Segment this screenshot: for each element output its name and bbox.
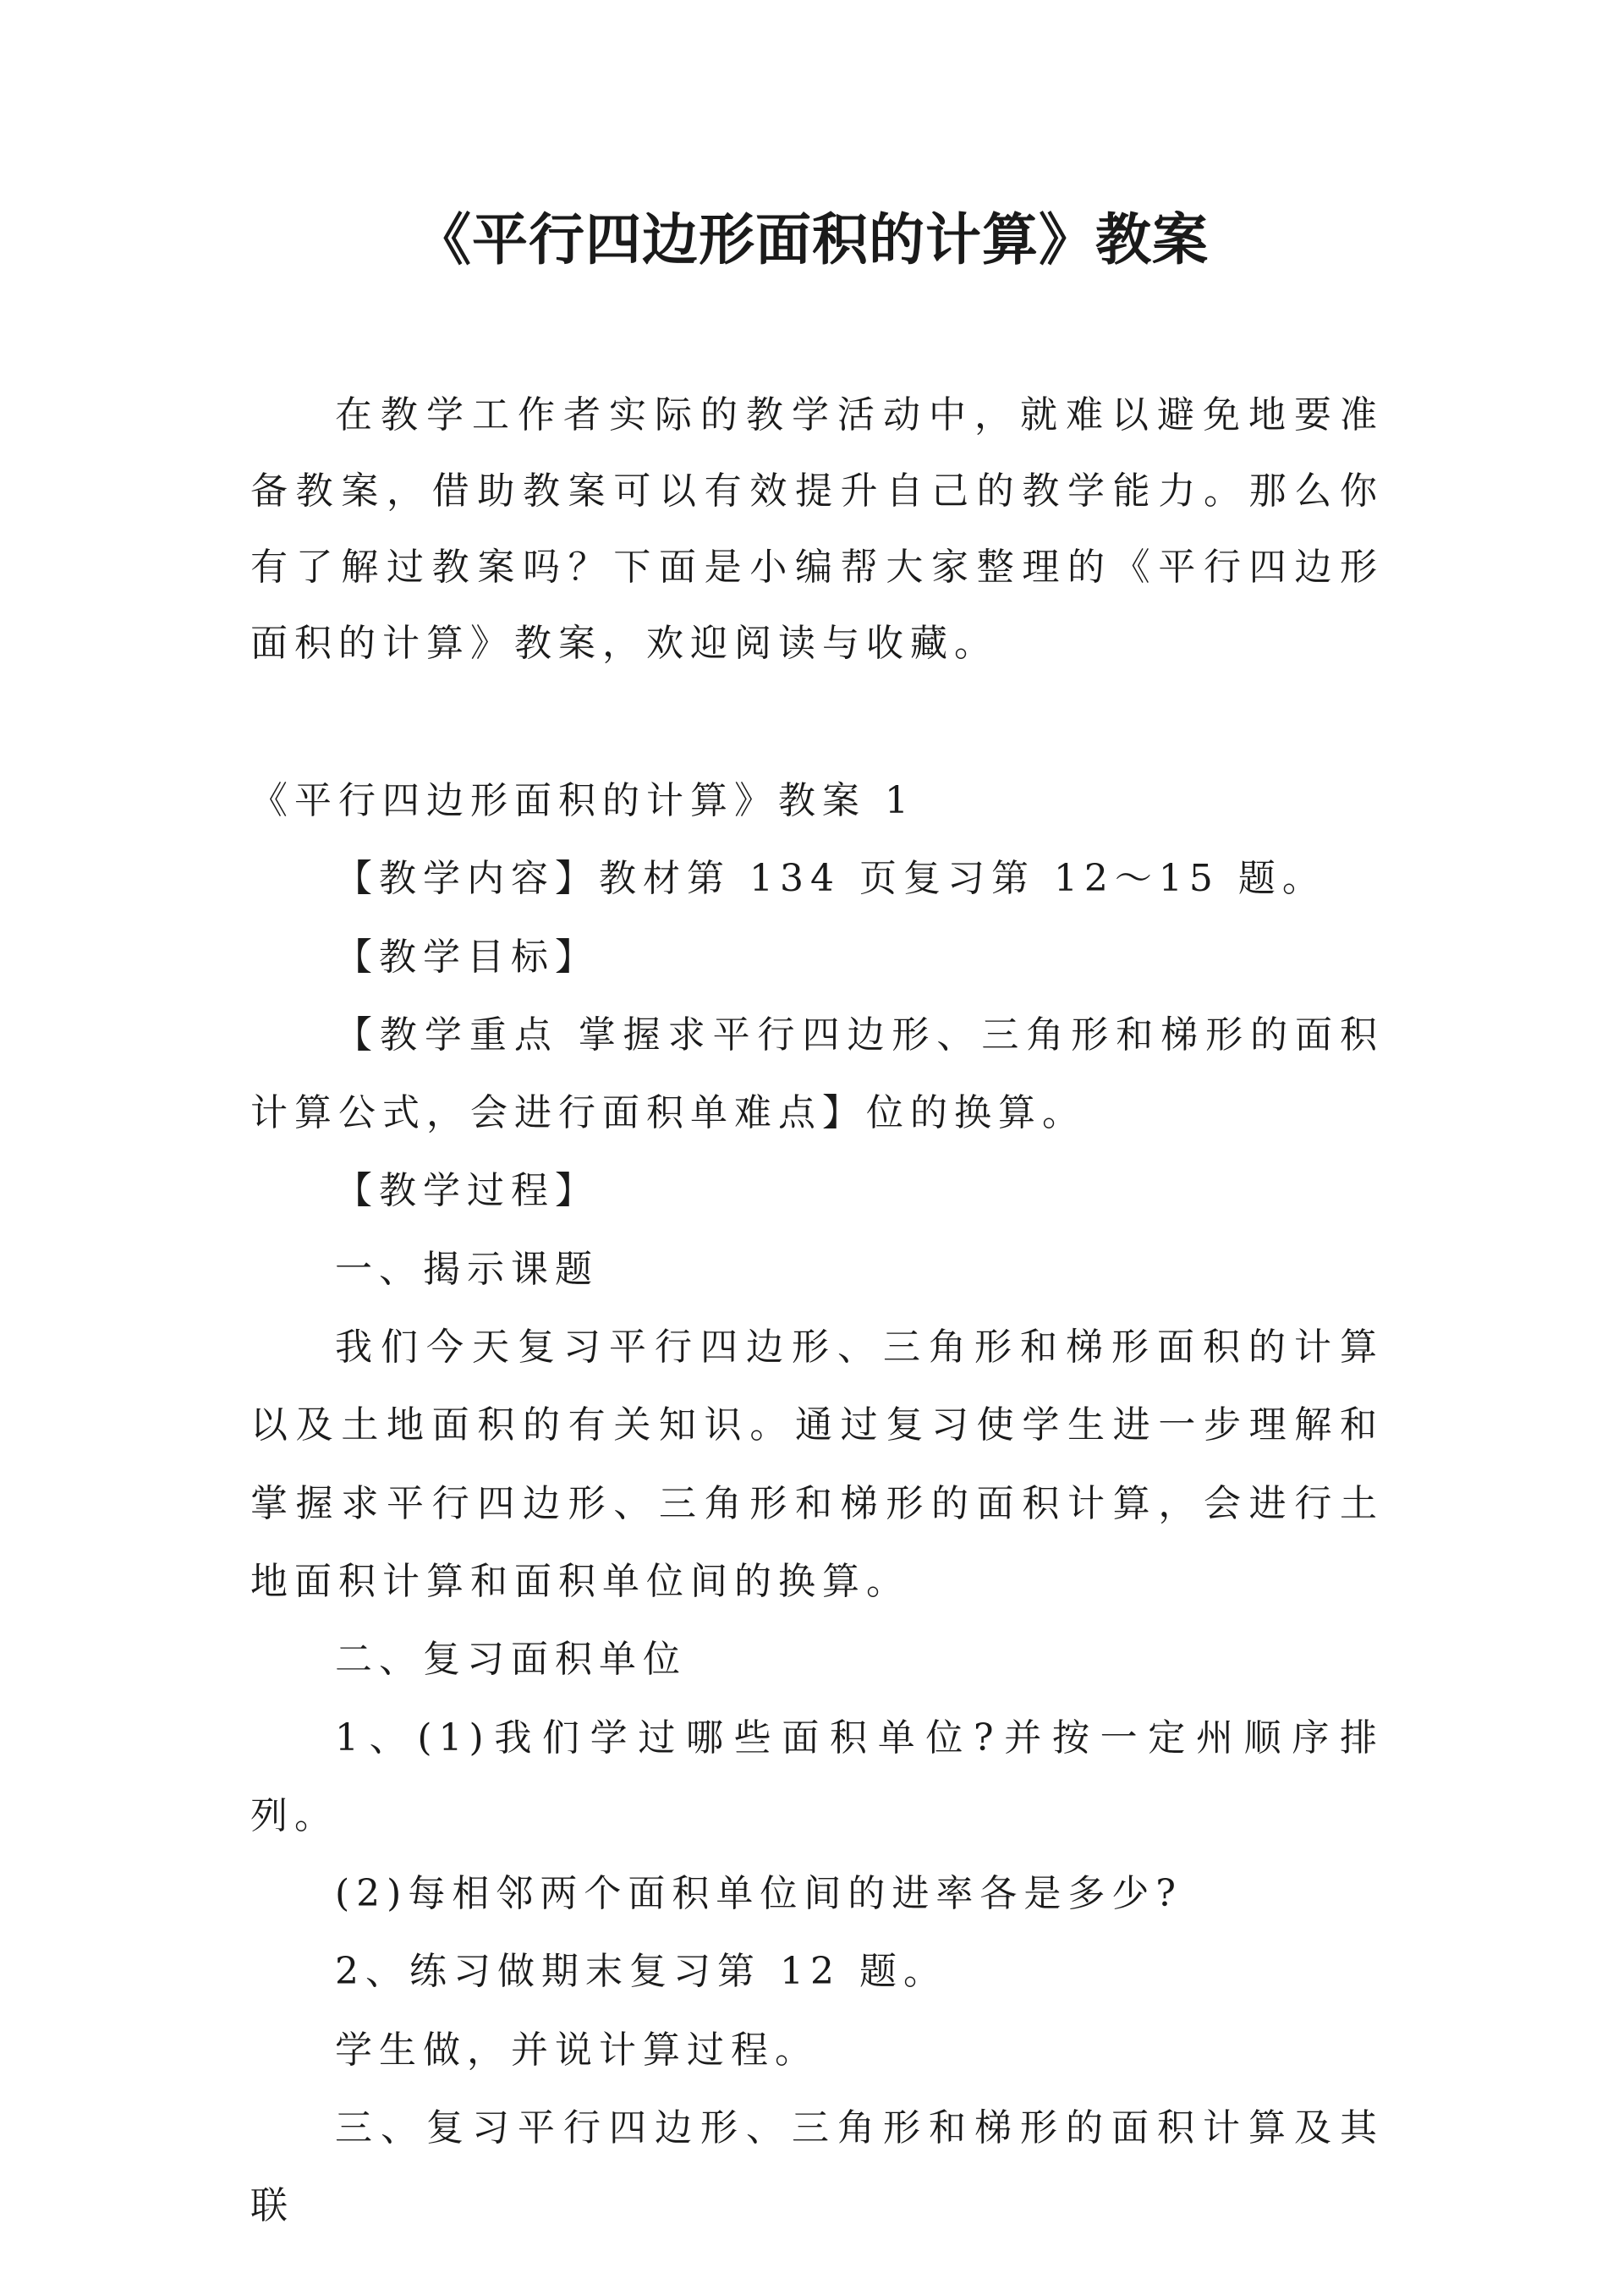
teaching-objectives-heading: 【教学目标】	[335, 935, 599, 979]
step-two-heading: 二、复习面积单位	[335, 1638, 687, 1682]
intro-block	[250, 377, 1384, 682]
document-title: 《平行四边形面积的计算》教案	[415, 207, 1209, 272]
teaching-content-paragraph: 【教学内容】教材第 134 页复习第 12～15 题。	[335, 857, 1326, 901]
student-work-paragraph: 学生做，并说计算过程。	[335, 2028, 819, 2072]
step-three-heading: 三、复习平行四边形、三角形和梯形的面积计算及其联	[250, 2106, 1384, 2228]
lesson-plan-body	[250, 762, 1384, 2246]
step-one-heading: 一、揭示课题	[335, 1247, 599, 1291]
teaching-process-heading: 【教学过程】	[335, 1169, 599, 1213]
teaching-focus-paragraph: 【教学重点 掌握求平行四边形、三角形和梯形的面积计算公式，会进行面积单难点】位的换算。	[250, 1013, 1384, 1135]
practice-paragraph: 2、练习做期末复习第 12 题。	[335, 1950, 947, 1994]
section-heading: 《平行四边形面积的计算》教案 1	[250, 779, 915, 822]
step-one-paragraph: 我们今天复习平行四边形、三角形和梯形面积的计算以及土地面积的有关知识。通过复习使学生进一步理解和掌握求平行四边形、三角形和梯形的面积计算，会进行土地面积计算和面积单位间的换算。	[250, 1326, 1384, 1603]
question-one-paragraph: 1、(1)我们学过哪些面积单位?并按一定州顺序排列。	[250, 1716, 1384, 1837]
question-two-paragraph: (2)每相邻两个面积单位间的进率各是多少?	[335, 1872, 1182, 1916]
intro-paragraph: 在教学工作者实际的教学活动中，就难以避免地要准备教案，借助教案可以有效提升自己的教学能力。那么你有了解过教案吗？下面是小编帮大家整理的《平行四边形面积的计算》教案，欢迎阅读与收藏。	[250, 393, 1384, 665]
